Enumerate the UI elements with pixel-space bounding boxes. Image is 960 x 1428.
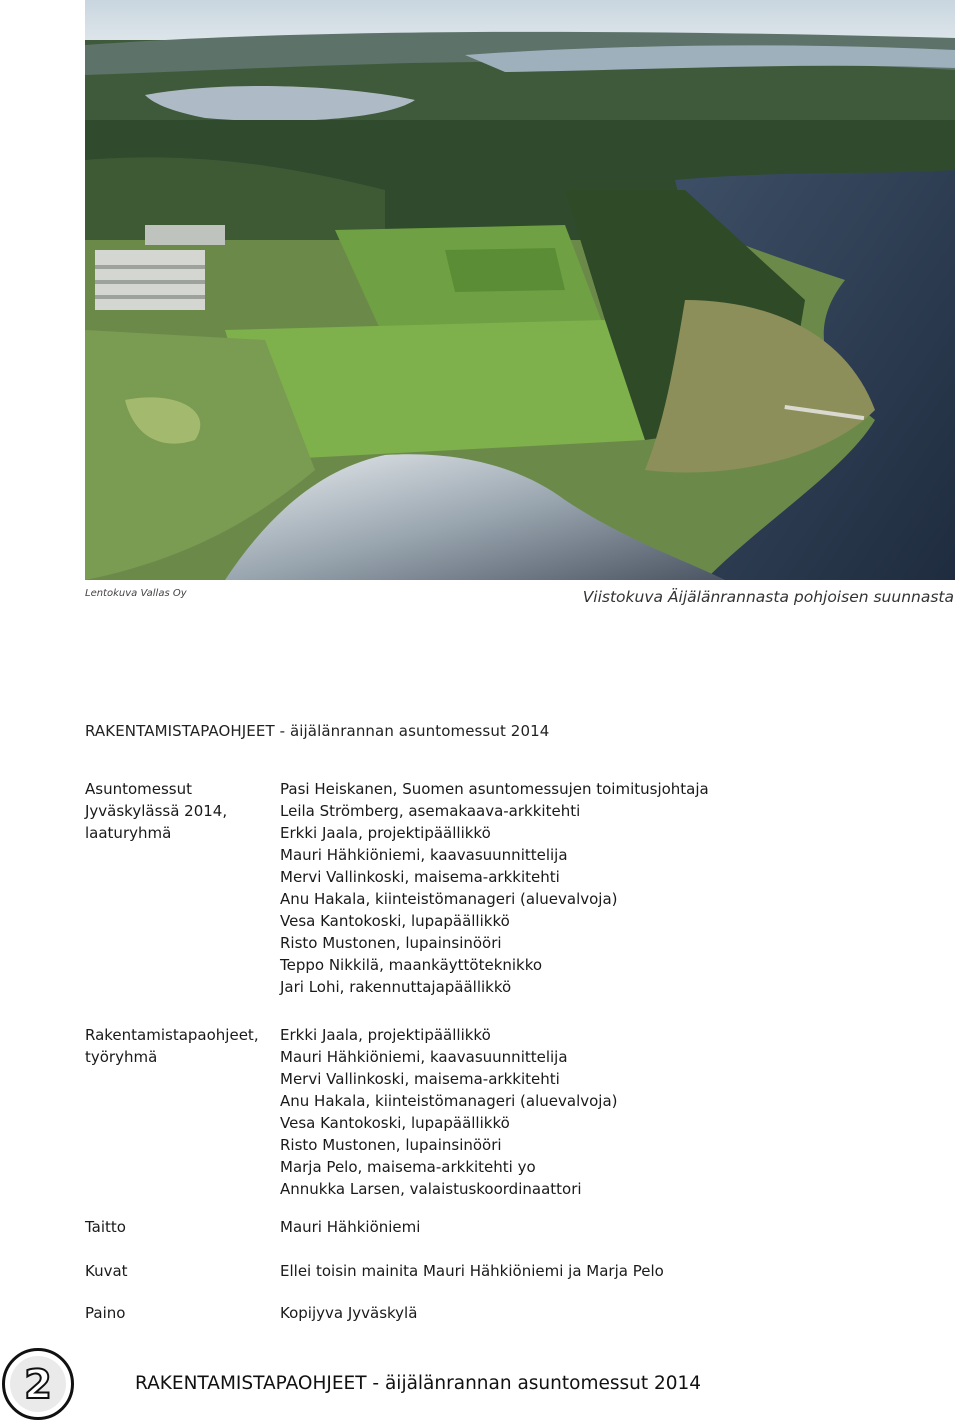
label-line: Kuvat: [85, 1262, 128, 1280]
label-line: Rakentamistapaohjeet,: [85, 1026, 259, 1044]
member-item: Mauri Hähkiöniemi, kaavasuunnittelija: [280, 1048, 568, 1066]
photo-credit: Lentokuva Vallas Oy: [85, 588, 187, 599]
label-line: Paino: [85, 1304, 126, 1322]
label-line: Jyväskylässä 2014,: [85, 802, 228, 820]
member-item: Risto Mustonen, lupainsinööri: [280, 1136, 502, 1154]
member-item: Anu Hakala, kiinteistömanageri (aluevalvoja): [280, 1092, 618, 1110]
member-item: Marja Pelo, maisema-arkkitehti yo: [280, 1158, 536, 1176]
member-item: Annukka Larsen, valaistuskoordinaattori: [280, 1180, 582, 1198]
member-item: Pasi Heiskanen, Suomen asuntomessujen toimitusjohtaja: [280, 780, 709, 798]
member-item: Jari Lohi, rakennuttajapäällikkö: [280, 978, 512, 996]
member-list: [280, 1260, 664, 1282]
document-title: RAKENTAMISTAPAOHJEET - äijälänrannan asuntomessut 2014: [85, 722, 550, 740]
label-line: laaturyhmä: [85, 824, 172, 842]
page-number-badge: [2, 1348, 74, 1420]
photo-caption: Viistokuva Äijälänrannasta pohjoisen suunnasta: [582, 588, 954, 606]
member-item: Ellei toisin mainita Mauri Hähkiöniemi ja Marja Pelo: [280, 1262, 664, 1280]
section-label: [85, 1260, 275, 1282]
section-label: [85, 778, 275, 844]
footer-title: RAKENTAMISTAPAOHJEET - äijälänrannan asuntomessut 2014: [135, 1373, 702, 1394]
aerial-photo: [85, 0, 955, 580]
section-label: [85, 1024, 275, 1068]
label-line: Taitto: [85, 1218, 126, 1236]
member-item: Mauri Hähkiöniemi: [280, 1218, 421, 1236]
member-item: Kopijyva Jyväskylä: [280, 1304, 418, 1322]
label-line: Asuntomessut: [85, 780, 193, 798]
member-item: Vesa Kantokoski, lupapäällikkö: [280, 912, 510, 930]
member-item: Erkki Jaala, projektipäällikkö: [280, 824, 491, 842]
member-list: [280, 1216, 420, 1238]
member-item: Leila Strömberg, asemakaava-arkkitehti: [280, 802, 581, 820]
member-list: [280, 1302, 417, 1324]
member-item: Teppo Nikkilä, maankäyttöteknikko: [280, 956, 543, 974]
section-label: [85, 1302, 275, 1324]
section-label: [85, 1216, 275, 1238]
member-item: Mauri Hähkiöniemi, kaavasuunnittelija: [280, 846, 568, 864]
member-item: Anu Hakala, kiinteistömanageri (aluevalvoja): [280, 890, 618, 908]
page-number: 2: [10, 1356, 66, 1412]
label-line: työryhmä: [85, 1048, 158, 1066]
member-item: Risto Mustonen, lupainsinööri: [280, 934, 502, 952]
member-item: Vesa Kantokoski, lupapäällikkö: [280, 1114, 510, 1132]
member-item: Mervi Vallinkoski, maisema-arkkitehti: [280, 868, 560, 886]
member-list: [280, 778, 709, 998]
member-item: Erkki Jaala, projektipäällikkö: [280, 1026, 491, 1044]
member-list: [280, 1024, 618, 1200]
member-item: Mervi Vallinkoski, maisema-arkkitehti: [280, 1070, 560, 1088]
